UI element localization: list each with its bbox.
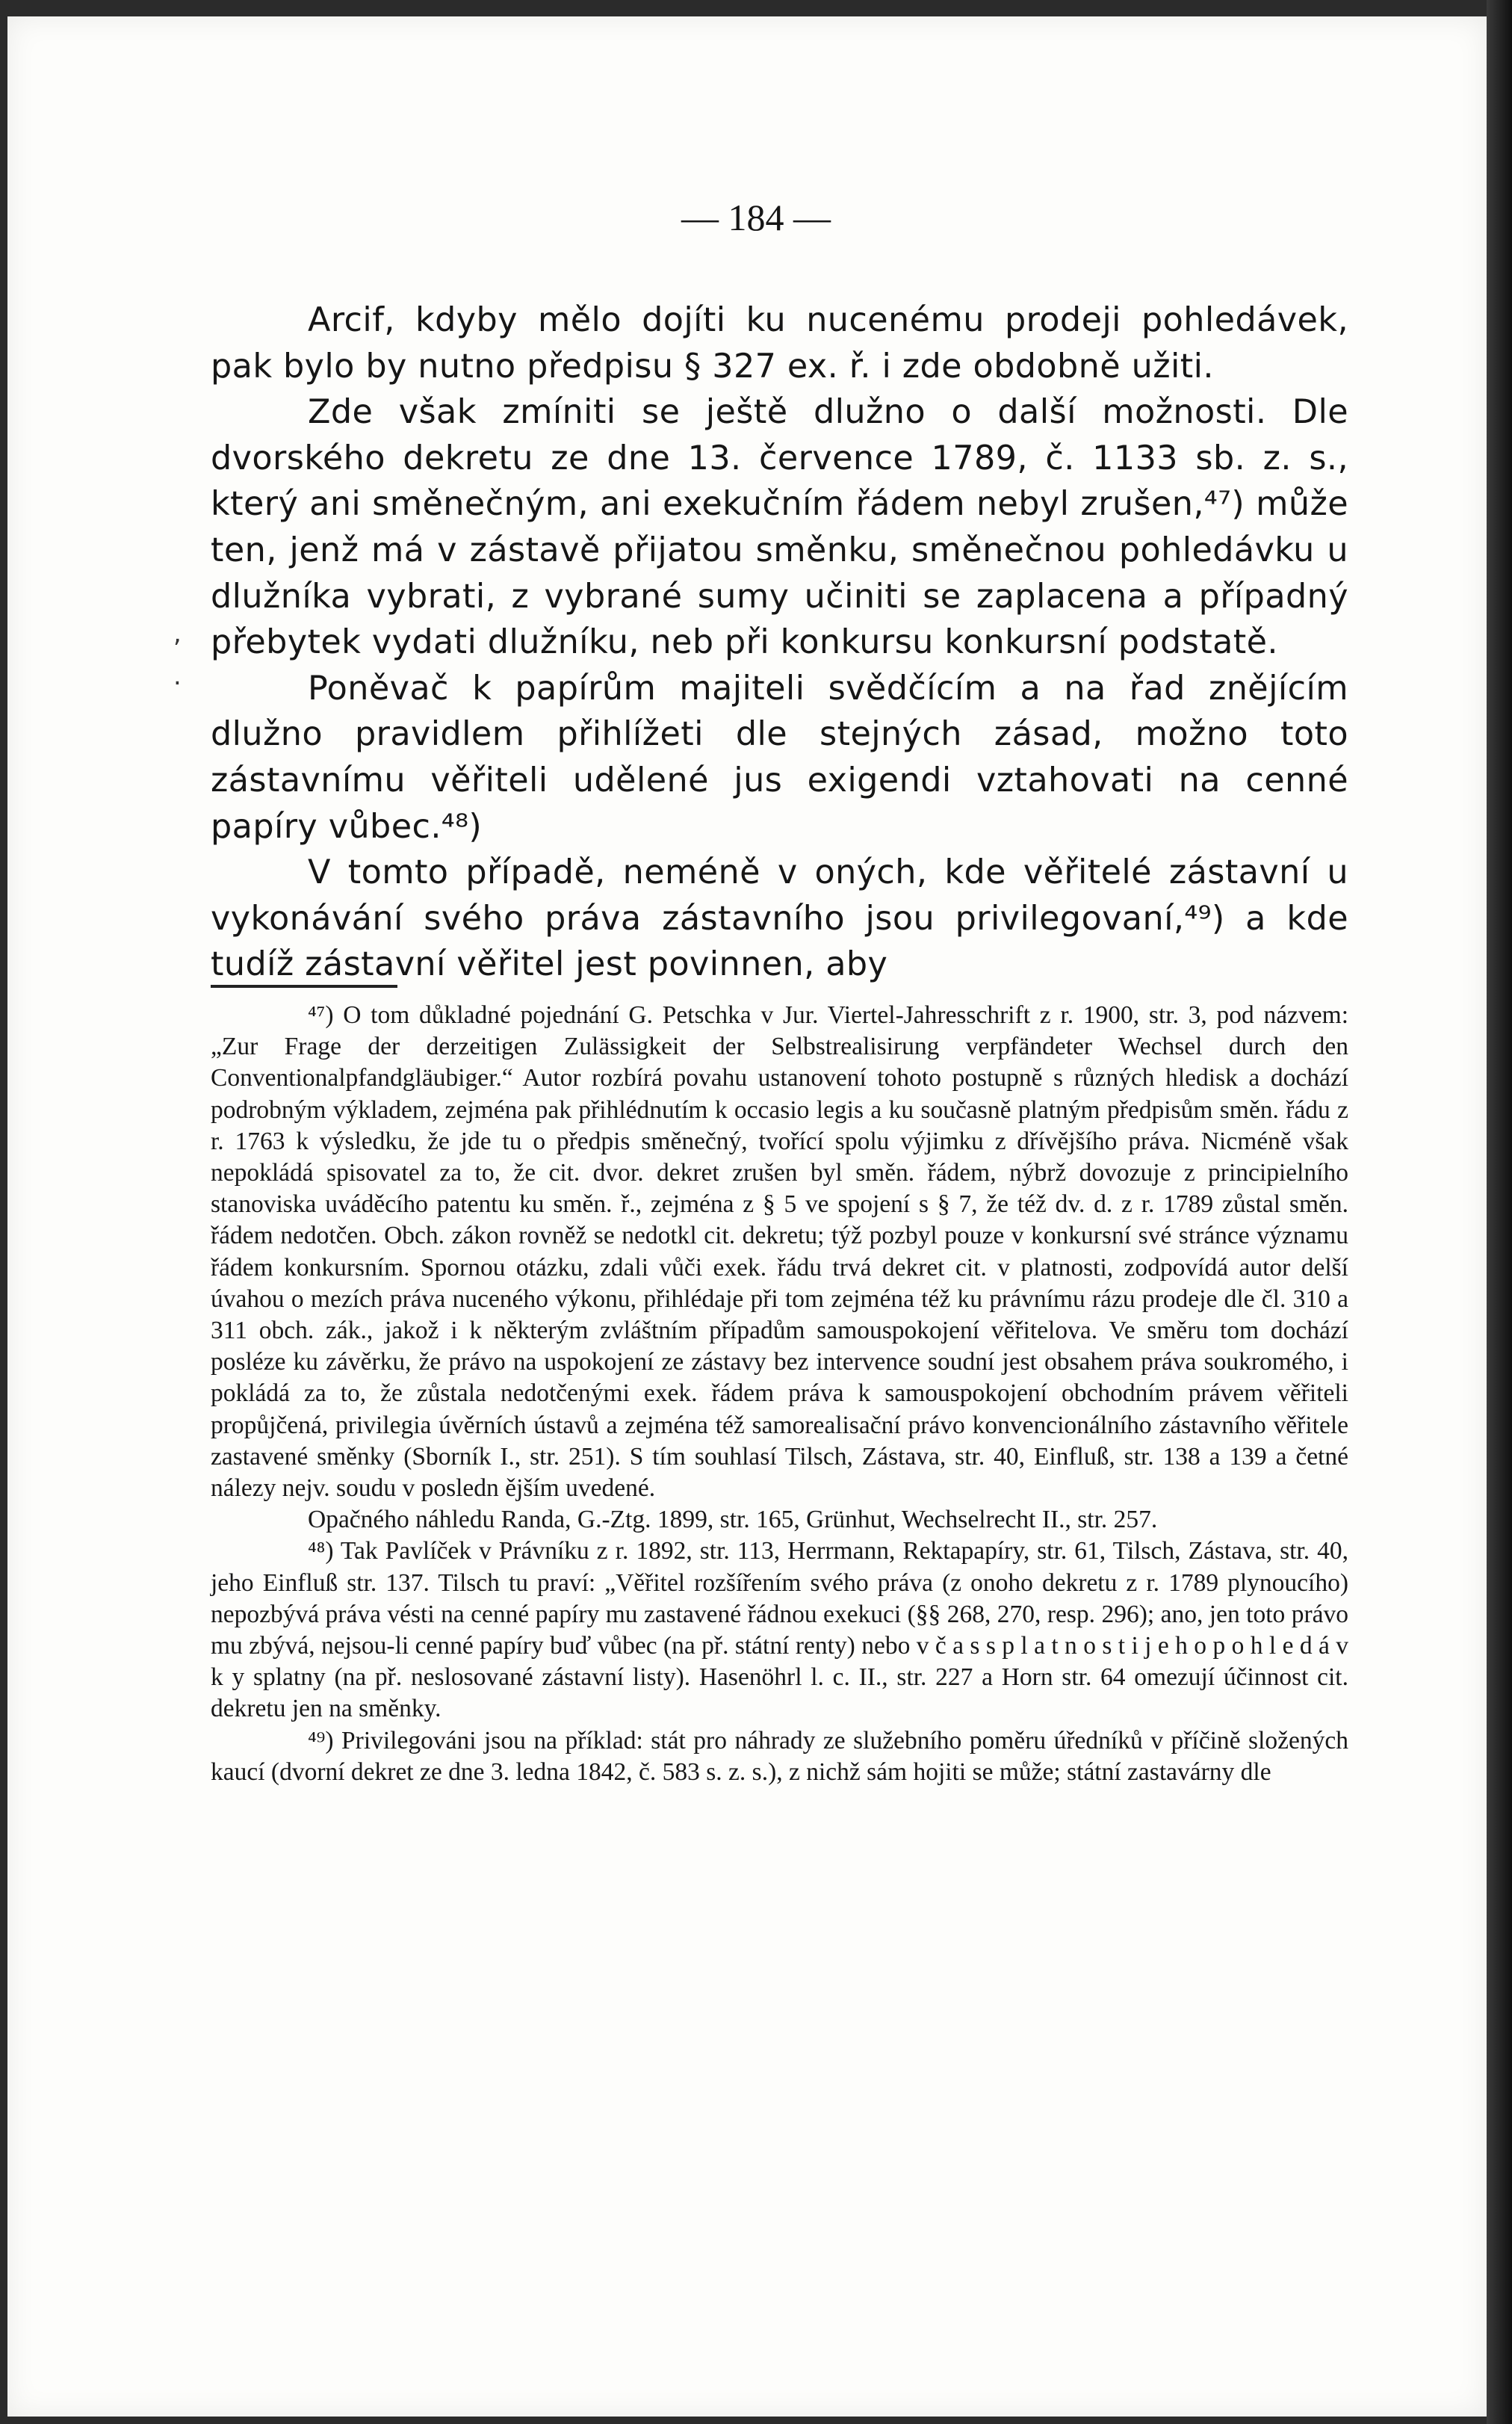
scan-edge xyxy=(1487,0,1512,2424)
page-number: — 184 — xyxy=(681,197,831,238)
paragraph: Poněvač k papírům majiteli svědčícím a na řad znějícím dlužno pravidlem přihlížeti dle stejných zásad, možno toto zástavnímu věřiteli udělené jus exigendi vztahovati na cenné papíry vůbec.⁴⁸) xyxy=(211,669,1348,846)
margin-mark: , xyxy=(173,619,182,649)
paragraph: V tomto případě, neméně v oných, kde věřitelé zástavní u vykonávání svého práva zástavního jsou privilegovaní,⁴⁹) a kde tudíž zástavní věřitel jest povinnen, aby xyxy=(211,853,1348,984)
footnote: Opačného náhledu Randa, G.-Ztg. 1899, str. 165, Grünhut, Wechselrecht II., str. 257. xyxy=(308,1506,1158,1534)
paragraph: Arcif, kdyby mělo dojíti ku nucenému prodeji pohledávek, pak bylo by nutno předpisu § 327 ex. ř. i zde obdobně užiti. xyxy=(211,301,1348,386)
footnote: ⁴⁸) Tak Pavlíček v Právníku z r. 1892, str. 113, Herrmann, Rektapapíry, str. 61, Tilsch, Zástava, str. 40, jeho Einfluß str. 137. Tilsch tu praví: „Věřitel rozšířením svého práva (z onoho dekretu z r. 1789 plynoucího) nepozbývá práva vésti na cenné papíry mu zastavené řádnou exekuci (§§ 268, 270, resp. 296); ano, jen toto právo mu zbývá, nejsou-li cenné papíry buď vůbec (na př. státní renty) nebo v č a s s p l a t n o s t i j e h o p o h l e d á v k y splatny (na př. neslosované zástavní listy). Hasenöhrl l. c. II., str. 227 a Horn str. 64 omezují účinnost cit. dekretu jen na směnky. xyxy=(211,1537,1348,1723)
footnote: ⁴⁷) O tom důkladné pojednání G. Petschka v Jur. Viertel-Jahresschrift z r. 1900, str. 3, pod názvem: „Zur Frage der derzeitigen Zulässigkeit der Selbstrealisirung verpfändeter Wechsel durch den Conventionalpfandgläubiger.“ Autor rozbírá povahu ustanovení tohoto postupně s různých hledisk a dochází podrobným výkladem, zejména pak přihlédnutím k occasio legis a ku současně platným předpisům směn. řádu z r. 1763 k výsledku, že jde tu o předpis směnečný, tvořící spolu výjimku z dřívějšího práva. Nicméně však nepokládá spisovatel za to, že cit. dvor. dekret zrušen byl směn. řádem, nýbrž dovozuje z principielního stanoviska uváděcího patentu ku směn. ř., zejména z § 5 ve spojení s § 7, že též dv. d. z r. 1789 zůstal směn. řádem nedotčen. Obch. zákon rovněž se nedotkl cit. dekretu; týž pozbyl pouze v konkursní své stránce významu řádem konkursním. Spornou otázku, zdali vůči exek. řádu trvá dekret cit. v platnosti, zodpovídá autor delší úvahou o mezích práva nuceného výkonu, přihlédaje při tom zejména též ku právnímu rázu prodeje dle čl. 310 a 311 obch. zák., jakož i k některým zvláštním případům samouspokojení věřitelova. Ve směru tom dochází posléze ku závěrku, že právo na uspokojení ze zástavy bez intervence soudní jest obsahem práva soukromého, i pokládá za to, že zůstala nedotčenými exek. řádem práva k samouspokojení obchodním právem věřiteli propůjčená, privilegia úvěrních ústavů a zejména též samorealisační právo konvencionálního zástavního věřitele zastavené směnky (Sborník I., str. 251). S tím souhlasí Tilsch, Zástava, str. 40, Einfluß, str. 138 a 139 a četné nálezy nejv. soudu v posledn ějším uvedené. xyxy=(211,1001,1348,1503)
footnotes xyxy=(211,1000,1348,1788)
paragraph: Zde však zmíniti se ještě dlužno o další možnosti. Dle dvorského dekretu ze dne 13. července 1789, č. 1133 sb. z. s., který ani směnečným, ani exekučním řádem nebyl zrušen,⁴⁷) může ten, jenž má v zástavě přijatou směnku, směnečnou pohledávku u dlužníka vybrati, z vybrané sumy učiniti se zaplacena a případný přebytek vydati dlužníku, neb při konkursu konkursní podstatě. xyxy=(211,393,1348,662)
margin-mark: . xyxy=(173,661,182,691)
footnote-separator xyxy=(211,985,397,988)
footnote: ⁴⁹) Privilegováni jsou na příklad: stát pro náhrady ze služebního poměru úředníků v příčině složených kaucí (dvorní dekret ze dne 3. ledna 1842, č. 583 s. z. s.), z nichž sám hojiti se může; státní zastavárny dle xyxy=(211,1726,1348,1786)
main-text xyxy=(211,297,1348,988)
